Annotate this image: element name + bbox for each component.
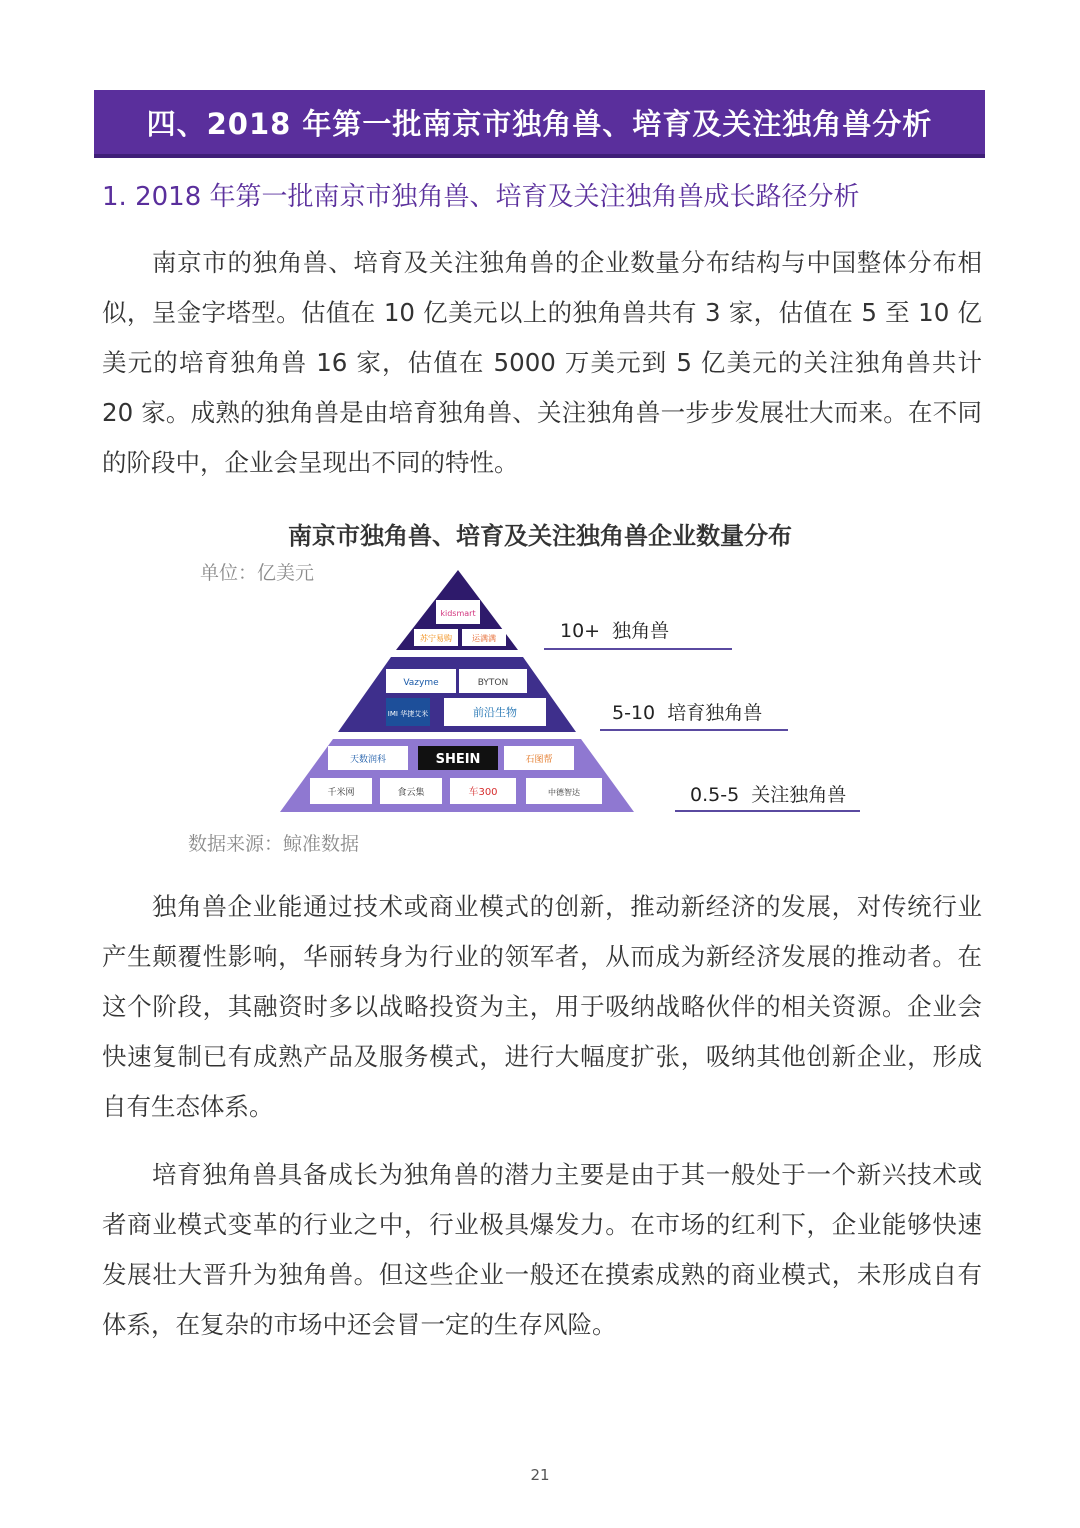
logo-byton-text: BYTON [477,678,509,688]
page-number: 21 [530,1466,550,1484]
section-title: 四、2018 年第一批南京市独角兽、培育及关注独角兽分析 [146,106,933,141]
logo-shiyunji-text: 食云集 [397,788,425,798]
section-banner [94,90,985,158]
logo-frontier [444,698,546,726]
paragraph-2: 独角兽企业能通过技术或商业模式的创新，推动新经济的发展，对传统行业产生颠覆性影响，华丽转身为行业的领军者，从而成为新经济发展的推动者。在这个阶段，其融资时多以战略投资为主，用于吸纳战略伙伴的相关资源。企业会快速复制已有成熟产品及服务模式，进行大幅度扩张，吸纳其他创新企业，形成自有生态体系。 [102,892,982,1121]
paragraph-1: 南京市的独角兽、培育及关注独角兽的企业数量分布结构与中国整体分布相似，呈金字塔型。估值在 10 亿美元以上的独角兽共有 3 家，估值在 5 至 10 亿美元的培育独角兽 16 家，估值在 5000 万美元到 5 亿美元的关注独角兽共计 20 家。成熟的独角兽是由培育独角兽、关注独角兽一步步发展壮大而来。在不同的阶段中，企业会呈现出不同的特性。 [102,248,982,477]
tier-label-middle: 5-10 培育独角兽 [612,702,763,724]
logo-frontier-text: 前沿生物 [473,706,517,719]
logo-qianmi-text: 千米网 [327,788,355,798]
logo-zhongde-text: 中德智达 [548,788,580,797]
figure-unit: 单位：亿美元 [200,562,315,584]
tier-label-bottom: 0.5-5 关注独角兽 [690,784,847,806]
logo-tianshu-text: 天数润科 [349,755,387,765]
logo-shein [418,746,498,770]
logo-che300 [450,778,516,804]
logo-zhongde [526,778,602,804]
logo-suning-text: 苏宁易购 [420,634,452,643]
figure-title: 南京市独角兽、培育及关注独角兽企业数量分布 [288,522,792,550]
logo-shein-text: SHEIN [435,752,481,767]
logo-kidsmart [436,600,480,624]
pyramid-figure [270,560,890,820]
logo-shitu [504,746,574,770]
logo-vazyme-text: Vazyme [403,678,439,688]
logo-imi-text: IMI 华捷艾米 [387,710,429,718]
logo-vazyme [386,669,456,693]
logo-yunmanman-text: 运满满 [472,634,496,643]
logo-byton [459,669,527,693]
subheading: 1. 2018 年第一批南京市独角兽、培育及关注独角兽成长路径分析 [102,182,860,212]
logo-tianshu [328,746,408,770]
figure-source: 数据来源：鲸准数据 [188,833,360,855]
logo-shitu-text: 石图帮 [525,755,553,765]
paragraph-3: 培育独角兽具备成长为独角兽的潜力主要是由于其一般处于一个新兴技术或者商业模式变革的行业之中，行业极具爆发力。在市场的红利下，企业能够快速发展壮大晋升为独角兽。但这些企业一般还在摸索成熟的商业模式，未形成自有体系，在复杂的市场中还会冒一定的生存风险。 [102,1160,982,1339]
logo-qianmi [310,778,372,804]
logo-yunmanman [462,629,506,646]
logo-suning [414,629,458,646]
logo-shiyunji [380,778,442,804]
logo-che300-text: 车300 [468,787,498,798]
logo-kidsmart-text: kidsmart [440,609,476,618]
logo-imi [386,698,430,726]
tier-label-top: 10+ 独角兽 [560,620,670,642]
